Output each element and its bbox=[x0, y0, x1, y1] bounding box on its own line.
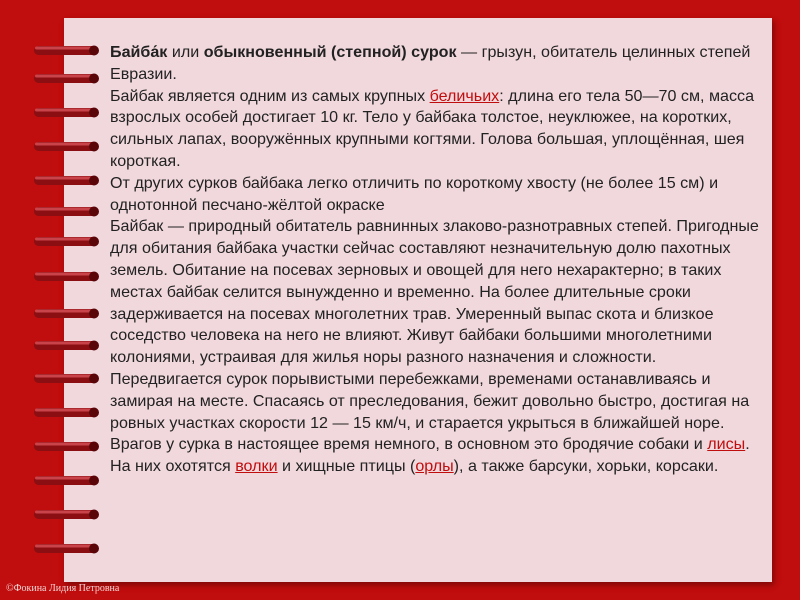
spiral-ring-icon bbox=[30, 268, 102, 286]
habitat-text-end: ), а также барсуки, хорьки, корсаки. bbox=[453, 457, 719, 476]
term-baibak: Байба́к bbox=[110, 43, 168, 61]
spiral-ring-icon bbox=[30, 438, 102, 456]
spiral-ring-icon bbox=[30, 42, 102, 60]
size-text-start: Байбак является одним из самых крупных bbox=[110, 86, 430, 105]
spiral-ring-icon bbox=[30, 506, 102, 524]
spiral-ring-icon bbox=[30, 233, 102, 251]
spiral-ring-icon bbox=[30, 472, 102, 490]
size-text-end: : длина его тела 50—70 см, масса взрослых особей достигает 10 кг. Тело у байбака толстое, неуклюжее, на коротких, сильных лапах, вооружённых крупными когтями. Голова большая, уплощённая, шея короткая. bbox=[110, 86, 755, 170]
spiral-ring-icon bbox=[30, 404, 102, 422]
spiral-ring-icon bbox=[30, 203, 102, 221]
paragraph-habitat bbox=[110, 216, 760, 478]
term-alt-name: обыкновенный (степной) сурок bbox=[203, 43, 457, 61]
link-squirrels[interactable]: беличьих bbox=[429, 86, 500, 105]
paragraph-size bbox=[110, 86, 760, 173]
spiral-ring-icon bbox=[30, 370, 102, 388]
link-eagles[interactable]: орлы bbox=[415, 457, 454, 476]
spiral-ring-icon bbox=[30, 337, 102, 355]
paragraph-tail: От других сурков байбака легко отличить по короткому хвосту (не более 15 см) и однотонной песчано-жёлтой окраске bbox=[110, 173, 719, 214]
spiral-ring-icon bbox=[30, 138, 102, 156]
intro-rest-text: — грызун, обитатель целинных степей Евразии. bbox=[110, 43, 751, 83]
habitat-text: Байбак — природный обитатель равнинных злаково-разнотравных степей. Пригодные для обитания байбака участки сейчас составляют незначительную долю пахотных земель. Обитание на посевах зерновых и овощей для него нехарактерно; в таких местах байбак селится вынужденно и временно. На более длительные сроки задерживается на посевах многолетних трав. Умеренный выпас скота и близкое соседство человека на него не влияют. Живут байбаки большими многолетними колониями, устраивая для жилья норы разного назначения и сложности. Передвигается сурок порывистыми перебежками, временами останавливаясь и замирая на месте. Спасаясь от преследования, бежит довольно быстро, достигая на ровных участках скорости 12 — 15 км/ч, и старается укрыться в ближайшей норе. Врагов у сурка в настоящее время немного, в основном это бродячие собаки и bbox=[110, 217, 759, 454]
link-wolves[interactable]: волки bbox=[235, 457, 278, 476]
connector-text: или bbox=[167, 43, 204, 61]
spiral-ring-icon bbox=[30, 540, 102, 558]
habitat-text-mid2: и хищные птицы ( bbox=[277, 457, 416, 476]
spiral-ring-icon bbox=[30, 305, 102, 323]
spiral-ring-icon bbox=[30, 104, 102, 122]
paragraph-intro bbox=[110, 42, 760, 86]
spiral-ring-icon bbox=[30, 70, 102, 88]
habitat-text-mid1: . На них охотятся bbox=[110, 435, 750, 476]
spiral-ring-icon bbox=[30, 172, 102, 190]
link-foxes[interactable]: лисы bbox=[707, 435, 746, 454]
article-text bbox=[110, 42, 760, 478]
copyright-note: ©Фокина Лидия Петровна bbox=[6, 583, 120, 594]
